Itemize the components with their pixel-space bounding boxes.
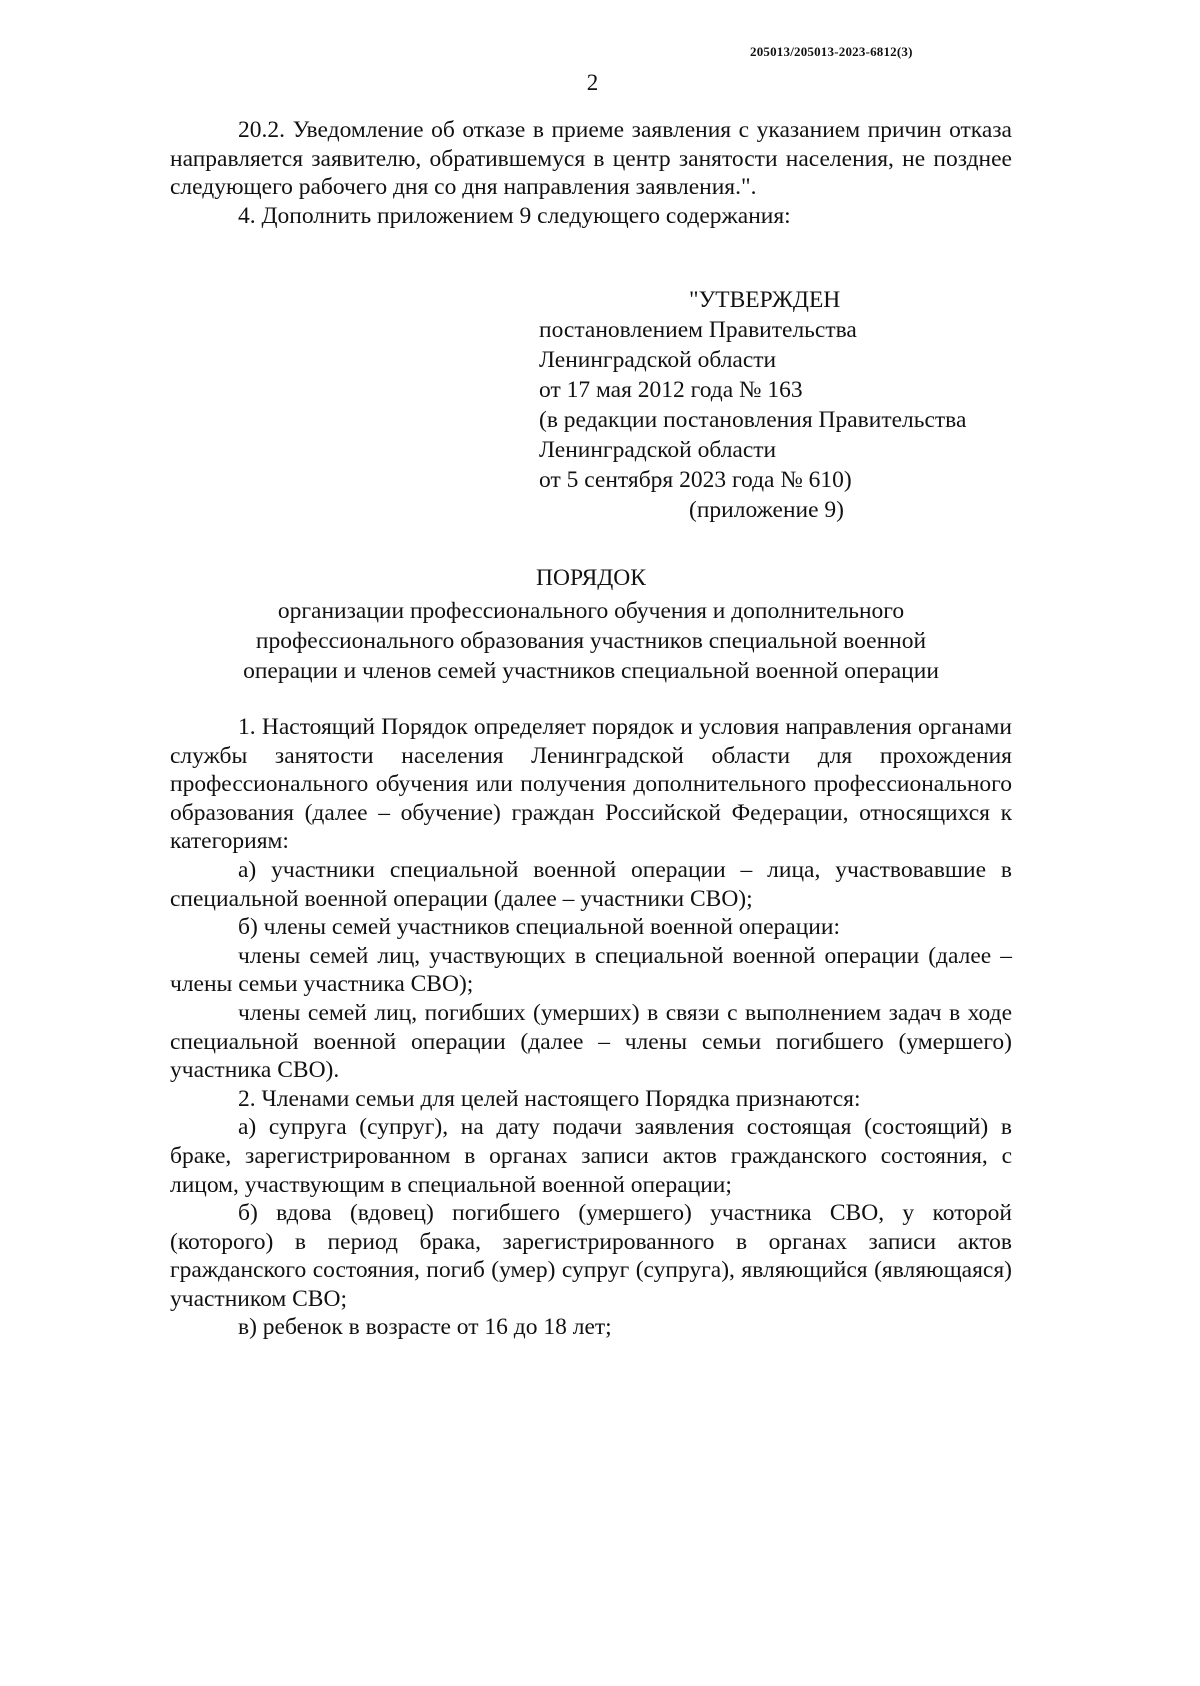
approval-title: "УТВЕРЖДЕН: [689, 287, 841, 313]
order-subtitle-line: организации профессионального обучения и дополнительного: [277, 598, 905, 624]
approval-annex: (приложение 9): [689, 497, 845, 523]
paragraph-1b: б) члены семей участников специальной военной операции:: [238, 914, 840, 941]
paragraph-20-2: 20.2. Уведомление об отказе в приеме заявления с указанием причин отказа направляется заявителю, обратившемуся в центр занятости населения, не позднее следующего рабочего дня со дня направления заявления.".: [170, 117, 1012, 201]
approval-line: от 5 сентября 2023 года № 610): [539, 467, 852, 493]
approval-line: Ленинградской области: [539, 437, 777, 463]
paragraph-2b: б) вдова (вдовец) погибшего (умершего) участника СВО, у которой (которого) в период брака, зарегистрированного в органах записи актов гражданского состояния, погиб (умер) супруг (супруга), являющийся (являющаяся) участником СВО;: [170, 1200, 1012, 1312]
approval-line: Ленинградской области: [539, 347, 777, 373]
paragraph-2: 2. Членами семьи для целей настоящего Порядка признаются:: [238, 1085, 861, 1112]
paragraph-item-4: 4. Дополнить приложением 9 следующего содержания:: [238, 202, 791, 229]
order-subtitle-line: операции и членов семей участников специальной военной операции: [243, 658, 939, 684]
paragraph-2a: а) супруга (супруг), на дату подачи заявления состоящая (состоящий) в браке, зарегистрированном в органах записи актов гражданского состояния, с лицом, участвующим в специальной военной операции;: [170, 1114, 1012, 1198]
approval-line: (в редакции постановления Правительства: [539, 407, 967, 433]
document-id: 205013/205013-2023-6812(3): [750, 44, 913, 59]
paragraph-1: 1. Настоящий Порядок определяет порядок и условия направления органами службы занятости населения Ленинградской области для прохождения профессионального обучения или получения дополнительного профессионального образования (далее – обучение) граждан Российской Федерации, относящихся к категориям:: [170, 714, 1012, 855]
order-body: [170, 713, 1012, 1342]
order-title: ПОРЯДОК: [536, 565, 646, 591]
paragraph-1b-family-participant: члены семей лиц, участвующих в специальной военной операции (далее – члены семьи участника СВО);: [170, 942, 1012, 998]
approval-line: от 17 мая 2012 года № 163: [539, 377, 803, 403]
paragraph-1b-family-deceased: члены семей лиц, погибших (умерших) в связи с выполнением задач в ходе специальной военной операции (далее – члены семьи погибшего (умершего) участника СВО).: [170, 999, 1012, 1084]
approval-stamp: [539, 285, 966, 525]
paragraph-1a: а) участники специальной военной операции – лица, участвовавшие в специальной военной операции (далее – участники СВО);: [170, 856, 1012, 912]
paragraph-2v: в) ребенок в возрасте от 16 до 18 лет;: [238, 1314, 612, 1341]
order-subtitle: [170, 596, 1012, 686]
page-number: 2: [586, 70, 599, 95]
order-subtitle-line: профессионального образования участников специальной военной: [255, 628, 927, 654]
approval-line: постановлением Правительства: [539, 317, 857, 343]
intro-section: [170, 116, 1012, 230]
